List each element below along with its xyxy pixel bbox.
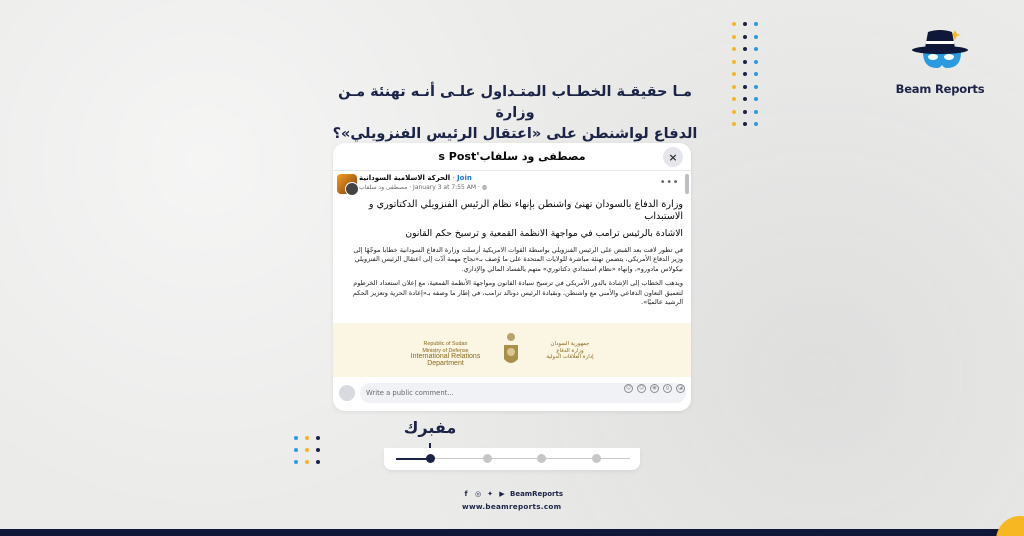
decorative-dot <box>743 110 747 114</box>
decorative-dot <box>732 72 736 76</box>
globe-icon: ◍ <box>481 184 488 191</box>
decorative-dot <box>754 72 758 76</box>
decorative-dot <box>732 22 736 26</box>
page-avatar[interactable] <box>337 174 357 194</box>
decorative-dot <box>754 122 758 126</box>
post-timestamp[interactable]: January 3 at 7:55 AM <box>413 184 477 191</box>
decorative-circle <box>996 516 1024 536</box>
facebook-icon[interactable]: f <box>464 490 468 498</box>
post-title: وزارة الدفاع بالسودان تهنئ واشنطن بإنهاء نظام الرئيس الفنزويلي الدكتاتوري و الاستبداب <box>368 199 683 222</box>
scale-step-1 <box>426 454 435 463</box>
decorative-dot <box>754 85 758 89</box>
scale-step-4 <box>592 454 601 463</box>
avatar-icon[interactable]: ☺ <box>625 385 632 391</box>
youtube-icon[interactable]: ▶ <box>499 490 505 498</box>
decorative-dot <box>305 460 309 464</box>
comment-tools <box>624 384 685 393</box>
social-links <box>462 490 563 498</box>
decorative-dot <box>743 22 747 26</box>
decorative-dot <box>316 436 320 440</box>
post-paragraph-2: ويذهب الخطاب إلى الإشادة بالدور الأمريكي في ترسيخ سيادة القانون ومواجهة الأنظمة القمعية، مع إعلان استعداد الخرطوم لتعميق التعاون الدفاعي والأمني مع واشنطن، وبقيادة الرئيس دونالد ترامب، في إطار ما وصفه بـ«إعادة الحرية وتعزيز الحكم الرشيد عالميًا». <box>352 279 683 307</box>
scale-step-3 <box>537 454 546 463</box>
sticker-icon[interactable]: ◪ <box>676 384 685 393</box>
letterhead-image[interactable] <box>333 323 691 377</box>
decorative-dot <box>732 47 736 51</box>
post-meta: الحركة الاسلامية السودانية · Join مصطفى ود سلفاب · January 3 at 7:55 AM · ◍ ••• <box>333 171 691 195</box>
page-name[interactable]: الحركة الاسلامية السودانية <box>359 174 451 182</box>
decorative-dot <box>732 97 736 101</box>
decorative-dot <box>743 97 747 101</box>
website-url[interactable]: www.beamreports.com <box>462 502 562 511</box>
instagram-icon[interactable]: ◎ <box>474 490 482 498</box>
decorative-dot <box>316 460 320 464</box>
more-options-icon[interactable]: ••• <box>659 177 679 188</box>
facebook-post-card <box>333 143 691 411</box>
post-subtitle: الاشادة بالرئيس ترامب في مواجهة الانظمة القمعية و ترسيخ حكم القانون <box>405 228 683 239</box>
sudan-emblem-icon <box>502 331 520 371</box>
decorative-dots-left <box>294 436 320 464</box>
post-dialog-header <box>333 143 691 171</box>
decorative-dot <box>754 47 758 51</box>
headline-line-2: الدفاع لواشنطن على «اعتقال الرئيس الفنزويلي»؟ <box>332 126 698 142</box>
twitter-icon[interactable]: ✦ <box>487 490 493 498</box>
decorative-dot <box>743 47 747 51</box>
post-dialog-title: مصطفى ود سلفاب's Post <box>438 150 586 163</box>
gif-icon[interactable]: g <box>663 384 672 393</box>
user-avatar[interactable] <box>339 385 355 401</box>
decorative-dots-top <box>732 22 758 126</box>
decorative-dot <box>316 448 320 452</box>
bottom-bar <box>0 529 1024 536</box>
decorative-dot <box>732 85 736 89</box>
decorative-dot <box>754 22 758 26</box>
comment-row <box>333 379 691 409</box>
decorative-dot <box>732 122 736 126</box>
decorative-dot <box>754 35 758 39</box>
decorative-dot <box>754 110 758 114</box>
camera-icon[interactable]: ◉ <box>650 384 659 393</box>
decorative-dot <box>743 122 747 126</box>
decorative-dot <box>305 448 309 452</box>
spy-hat-logo-icon <box>905 26 975 74</box>
brand-logo <box>895 26 985 96</box>
decorative-dot <box>743 72 747 76</box>
decorative-dot <box>732 110 736 114</box>
decorative-dot <box>732 60 736 64</box>
close-icon[interactable]: × <box>663 147 683 167</box>
brand-name: Beam Reports <box>895 82 985 96</box>
scale-step-2 <box>483 454 492 463</box>
comment-placeholder: Write a public comment... <box>366 389 454 397</box>
decorative-dot <box>294 448 298 452</box>
post-paragraph-1: في تطور لافت بعد القبض على الرئيس الفنزويلي بواسطة القوات الامريكية أرسلت وزارة الدفاع السودانية خطابا موجّهًا إلى وزير الدفاع الأمريكي، يتضمن تهنئة مباشرة للولايات المتحدة على ما وُصف بـ«نجاح مهمة أدّت إلى اعتقال الرئيس الفنزويلي نيكولاس مادورو»، وإنهاء «نظام استبدادي دكتاتوري» متهم بالفساد المالي والإداري. <box>353 246 683 273</box>
headline <box>330 82 700 145</box>
headline-line-1: مـا حقيقـة الخطـاب المتـداول علـى أنـه تهنئة مـن وزارة <box>338 84 692 121</box>
decorative-dot <box>754 97 758 101</box>
decorative-dot <box>743 85 747 89</box>
decorative-dot <box>732 35 736 39</box>
decorative-dot <box>294 436 298 440</box>
decorative-dot <box>305 436 309 440</box>
letterhead-arabic: جمهورية السودان وزارة الدفاع إدارة العلاقات الدولية <box>546 341 594 360</box>
decorative-dot <box>743 35 747 39</box>
post-author[interactable]: مصطفى ود سلفاب <box>359 184 408 191</box>
verdict-label: مفبرك <box>403 418 457 437</box>
decorative-dot <box>754 60 758 64</box>
decorative-dot <box>743 60 747 64</box>
verdict-scale <box>384 448 640 470</box>
post-body <box>333 195 691 307</box>
join-link[interactable]: Join <box>457 174 472 182</box>
letterhead-english: Republic of Sudan Ministry of Defense International Relations Department <box>410 341 481 367</box>
emoji-icon[interactable]: ☺ <box>638 385 645 391</box>
social-handle: BeamReports <box>510 490 564 498</box>
decorative-dot <box>294 460 298 464</box>
